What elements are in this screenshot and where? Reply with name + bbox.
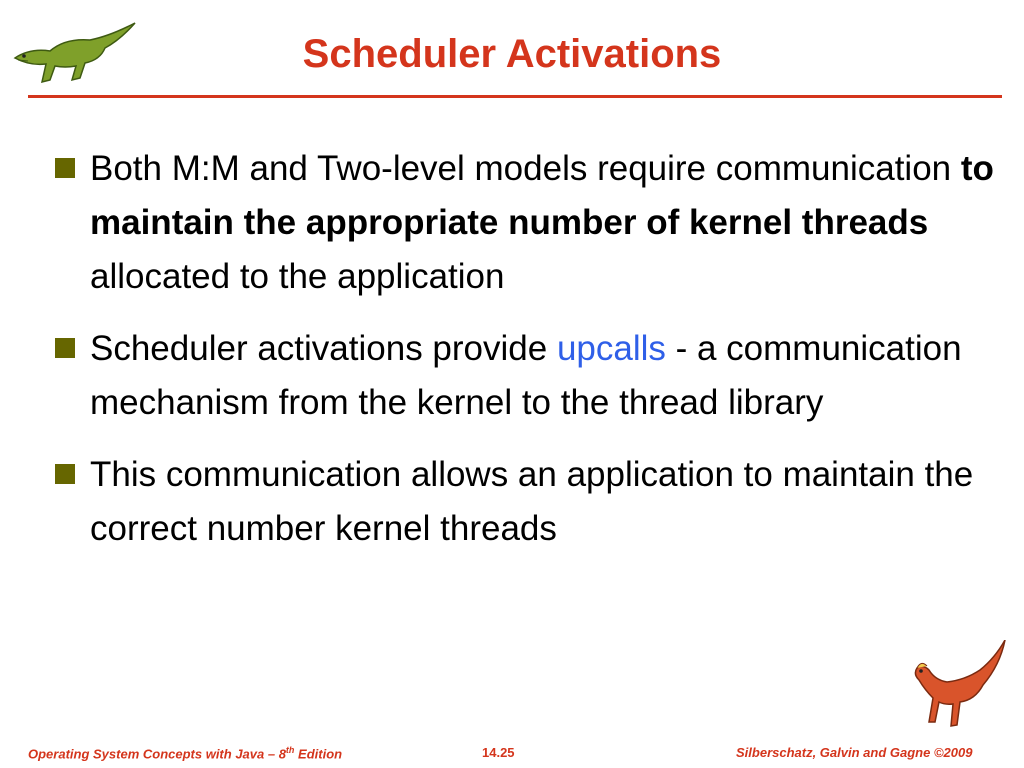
- bullet-text: Scheduler activations provide: [90, 329, 557, 368]
- title-divider: [28, 95, 1002, 98]
- footer-authors: Silberschatz, Galvin and Gagne ©2009: [736, 745, 973, 760]
- bullet-text: Both M:M and Two-level models require communication: [90, 149, 961, 188]
- footer-book-prefix: Operating System Concepts with Java – 8: [28, 746, 286, 762]
- slide-title: Scheduler Activations: [302, 32, 722, 76]
- bullet-bold-text: to maintain the appropriate number of kernel threads: [90, 149, 994, 242]
- bullet-square-icon: [55, 158, 75, 178]
- bullet-item: [55, 448, 1005, 556]
- bullet-list: [55, 142, 1005, 574]
- bullet-text: - a communication mechanism from the kernel to the thread library: [90, 329, 962, 422]
- bullet-text: This communication allows an application to maintain the correct number kernel threads: [90, 455, 974, 548]
- footer-page-number: 14.25: [482, 745, 515, 760]
- footer-book-title: [28, 745, 342, 761]
- upcalls-term: upcalls: [556, 329, 666, 368]
- footer-book-suffix: Edition: [294, 746, 343, 762]
- bullet-item: [55, 142, 1005, 304]
- red-dinosaur-icon: [905, 640, 1010, 740]
- bullet-square-icon: [55, 464, 75, 484]
- bullet-text: allocated to the application: [90, 257, 505, 296]
- bullet-item: [55, 322, 1005, 430]
- bullet-square-icon: [55, 338, 75, 358]
- footer-book-sup: th: [285, 745, 295, 755]
